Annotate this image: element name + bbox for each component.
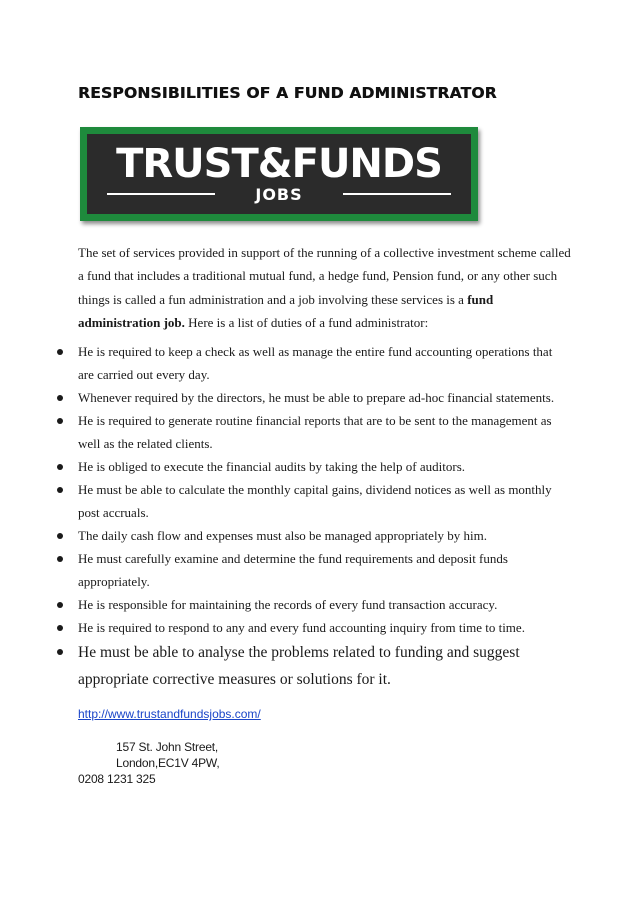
duty-text: He is required to keep a check as well as manage the entire fund accounting operations that are carried out every day. — [78, 344, 553, 382]
bullet-icon — [57, 533, 63, 539]
duty-item — [0, 386, 566, 409]
bullet-icon — [57, 418, 63, 424]
duty-text: He must carefully examine and determine the fund requirements and deposit funds appropriately. — [78, 551, 508, 589]
duty-item — [0, 340, 566, 386]
duty-item — [0, 478, 566, 524]
address-line-2: London,EC1V 4PW, — [116, 756, 220, 770]
duties-list — [0, 340, 600, 693]
logo-main-text: TRUST&FUNDS — [116, 141, 442, 187]
intro-text-before: The set of services provided in support of the running of a collective investment scheme called a fund that includes a traditional mutual fund, a hedge fund, Pension fund, or any other such things is called a fun administration and a job involving these services is a — [78, 245, 571, 307]
duty-item — [0, 455, 566, 478]
duty-text: He is required to generate routine financial reports that are to be sent to the management as well as the related clients. — [78, 413, 552, 451]
bullet-icon — [57, 487, 63, 493]
duty-item — [0, 639, 538, 693]
duty-text: He must be able to calculate the monthly capital gains, dividend notices as well as monthly post accruals. — [78, 482, 552, 520]
page-title: RESPONSIBILITIES OF A FUND ADMINISTRATOR — [78, 84, 497, 102]
phone-number: 0208 1231 325 — [78, 772, 156, 786]
trust-and-funds-logo — [80, 127, 478, 221]
address-line-1: 157 St. John Street, — [116, 740, 219, 754]
duty-text: He is required to respond to any and every fund accounting inquiry from time to time. — [78, 620, 525, 635]
bullet-icon — [57, 649, 63, 655]
bullet-icon — [57, 464, 63, 470]
duty-text: He is obliged to execute the financial audits by taking the help of auditors. — [78, 459, 466, 474]
bullet-icon — [57, 625, 63, 631]
bullet-icon — [57, 602, 63, 608]
intro-paragraph — [78, 241, 578, 334]
intro-bold-term: fund administration job. — [78, 291, 494, 330]
duty-text: The daily cash flow and expenses must also be managed appropriately by him. — [78, 528, 488, 543]
bullet-icon — [57, 349, 63, 355]
logo-sub-text: JOBS — [255, 185, 303, 204]
duty-item — [0, 616, 566, 639]
duty-item — [0, 409, 566, 455]
bullet-icon — [57, 556, 63, 562]
duty-item — [0, 593, 566, 616]
duty-text: He must be able to analyse the problems related to funding and suggest appropriate corrective measures or solutions for it. — [78, 644, 520, 688]
website-link[interactable]: http://www.trustandfundsjobs.com/ — [78, 707, 261, 721]
logo-panel — [87, 134, 471, 214]
duty-text: Whenever required by the directors, he must be able to prepare ad-hoc financial statements. — [78, 390, 555, 405]
duty-item — [0, 547, 566, 593]
bullet-icon — [57, 395, 63, 401]
duty-item — [0, 524, 566, 547]
intro-text-after: Here is a list of duties of a fund administrator: — [184, 314, 429, 330]
duty-text: He is responsible for maintaining the records of every fund transaction accuracy. — [78, 597, 498, 612]
logo-rule-right — [343, 193, 451, 195]
